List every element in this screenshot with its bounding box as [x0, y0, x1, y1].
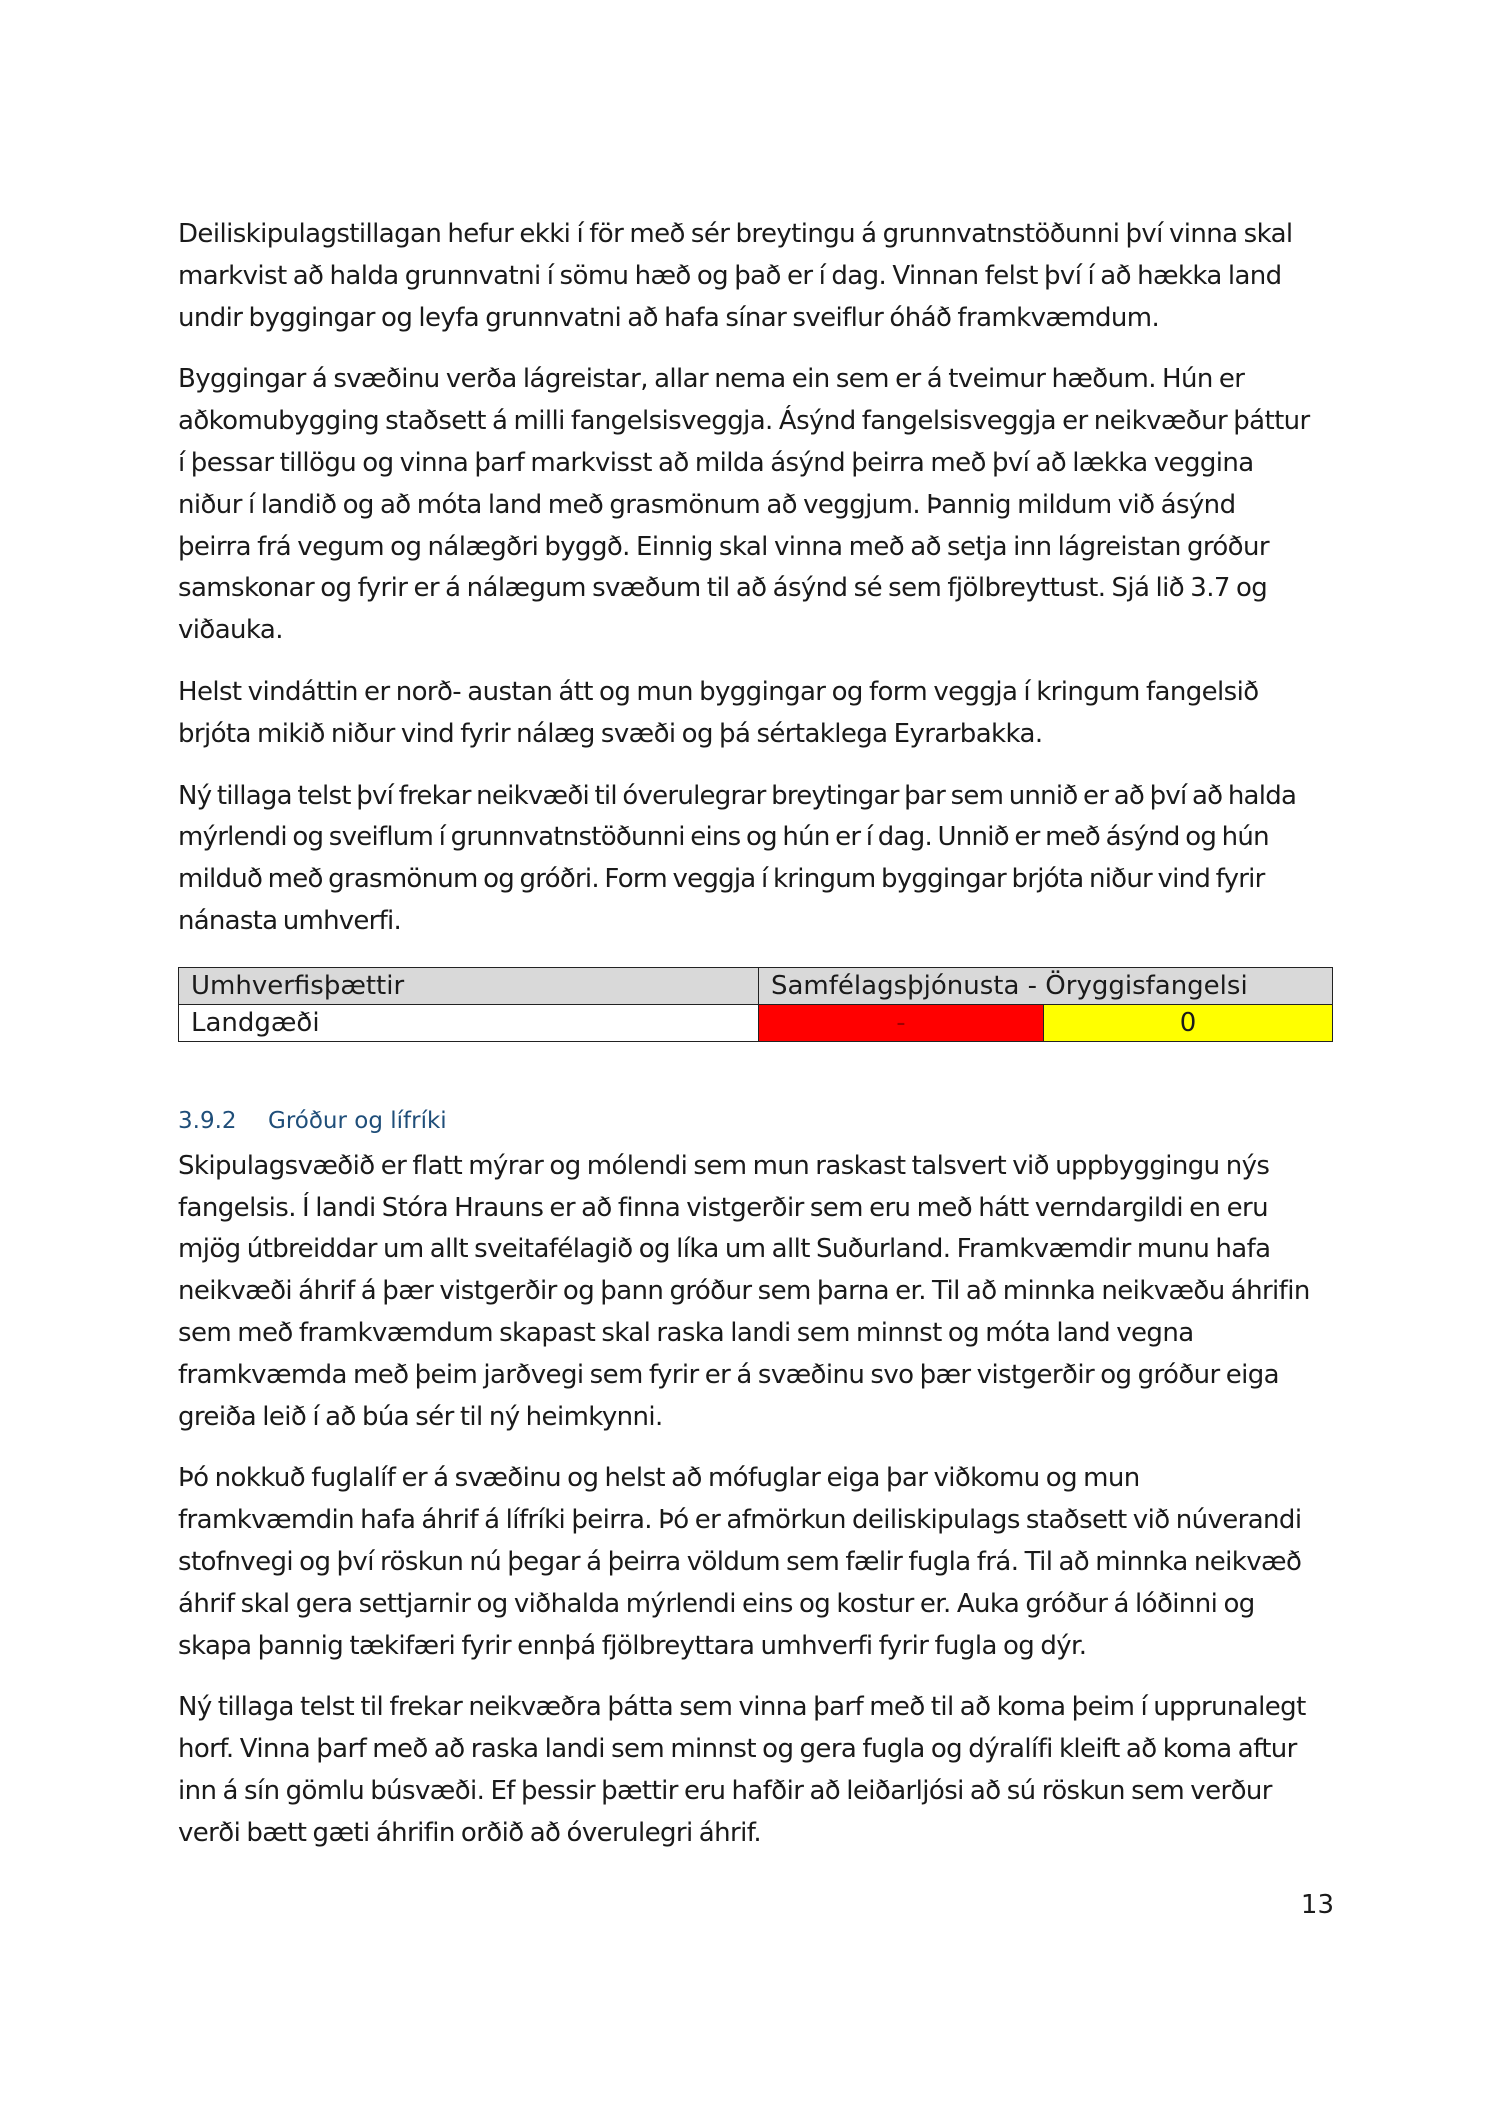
text-line: markvist að halda grunnvatni í sömu hæð og það er í dag. Vinnan felst því í að hækka land	[178, 260, 1282, 291]
impact-cell-neutral: 0	[1044, 1004, 1333, 1041]
paragraph-wind	[178, 672, 1328, 756]
section-number: 3.9.2	[178, 1107, 237, 1134]
text-line: Byggingar á svæðinu verða lágreistar, allar nema ein sem er á tveimur hæðum. Hún er	[178, 364, 1245, 395]
table-header-row	[179, 967, 1333, 1004]
text-line: mjög útbreiddar um allt sveitafélagið og líka um allt Suðurland. Framkvæmdir munu hafa	[178, 1234, 1271, 1265]
text-line: skapa þannig tækifæri fyrir ennþá fjölbreyttara umhverfi fyrir fugla og dýr.	[178, 1630, 1087, 1661]
text-line: undir byggingar og leyfa grunnvatni að hafa sínar sveiflur óháð framkvæmdum.	[178, 302, 1160, 333]
text-line: nánasta umhverfi.	[178, 905, 402, 936]
text-line: viðauka.	[178, 615, 283, 646]
paragraph-buildings	[178, 359, 1328, 652]
text-line: horf. Vinna þarf með að raska landi sem minnst og gera fugla og dýralífi kleift að koma aftur	[178, 1734, 1297, 1765]
paragraph-conclusion	[178, 1687, 1328, 1854]
text-line: neikvæði áhrif á þær vistgerðir og þann gróður sem þarna er. Til að minnka neikvæðu áhrifin	[178, 1276, 1310, 1307]
text-line: þeirra frá vegum og nálægðri byggð. Einnig skal vinna með að setja inn lágreistan gróður	[178, 531, 1269, 562]
table-header-cell: Umhverfisþættir	[179, 967, 759, 1004]
text-line: í þessar tillögu og vinna þarf markvisst að milda ásýnd þeirra með því að lækka veggina	[178, 447, 1254, 478]
impact-cell-negative: -	[759, 1004, 1044, 1041]
text-line: Ný tillaga telst til frekar neikvæðra þátta sem vinna þarf með til að koma þeim í upprunalegt	[178, 1692, 1306, 1723]
paragraph-assessment	[178, 776, 1328, 943]
text-line: áhrif skal gera settjarnir og viðhalda mýrlendi eins og kostur er. Auka gróður á lóðinni og	[178, 1588, 1255, 1619]
page-number: 13	[1300, 1890, 1334, 1920]
table-cell-label: Landgæði	[179, 1004, 759, 1041]
text-line: framkvæmda með þeim jarðvegi sem fyrir er á svæðinu svo þær vistgerðir og gróður eiga	[178, 1359, 1280, 1390]
text-line: Ný tillaga telst því frekar neikvæði til óverulegrar breytingar þar sem unnið er að því að halda	[178, 780, 1297, 811]
text-line: framkvæmdin hafa áhrif á lífríki þeirra. Þó er afmörkun deiliskipulags staðsett við núverandi	[178, 1505, 1302, 1536]
text-line: aðkomubygging staðsett á milli fangelsisveggja. Ásýnd fangelsisveggja er neikvæður þáttur	[178, 406, 1310, 437]
environment-impact-table	[178, 967, 1333, 1042]
text-line: Skipulagsvæðið er flatt mýrar og mólendi sem mun raskast talsvert við uppbyggingu nýs	[178, 1150, 1270, 1181]
text-line: Þó nokkuð fuglalíf er á svæðinu og helst að mófuglar eiga þar viðkomu og mun	[178, 1463, 1140, 1494]
text-line: verði bætt gæti áhrifin orðið að óverulegri áhrif.	[178, 1817, 762, 1848]
document-body	[178, 214, 1328, 1875]
table-row	[179, 1004, 1333, 1041]
text-line: sem með framkvæmdum skapast skal raska landi sem minnst og móta land vegna	[178, 1317, 1194, 1348]
text-line: Helst vindáttin er norð- austan átt og mun byggingar og form veggja í kringum fangelsið	[178, 676, 1259, 707]
section-title: Gróður og lífríki	[268, 1107, 447, 1134]
text-line: inn á sín gömlu búsvæði. Ef þessir þættir eru hafðir að leiðarljósi að sú röskun sem verður	[178, 1775, 1272, 1806]
text-line: Deiliskipulagstillagan hefur ekki í för með sér breytingu á grunnvatnstöðunni því vinna skal	[178, 219, 1293, 249]
paragraph-groundwater	[178, 214, 1328, 339]
text-line: milduð með grasmönum og gróðri. Form veggja í kringum byggingar brjóta niður vind fyrir	[178, 864, 1265, 895]
paragraph-birdlife	[178, 1458, 1328, 1667]
table-header-cell: Samfélagsþjónusta - Öryggisfangelsi	[759, 967, 1333, 1004]
text-line: samskonar og fyrir er á nálægum svæðum til að ásýnd sé sem fjölbreyttust. Sjá lið 3.7 og	[178, 573, 1268, 604]
section-heading	[178, 1104, 1328, 1138]
text-line: fangelsis. Í landi Stóra Hrauns er að finna vistgerðir sem eru með hátt verndargildi en eru	[178, 1192, 1268, 1223]
paragraph-vegetation	[178, 1146, 1328, 1439]
text-line: brjóta mikið niður vind fyrir nálæg svæði og þá sértaklega Eyrarbakka.	[178, 718, 1043, 749]
text-line: greiða leið í að búa sér til ný heimkynni.	[178, 1401, 663, 1432]
text-line: niður í landið og að móta land með grasmönum að veggjum. Þannig mildum við ásýnd	[178, 489, 1236, 520]
text-line: mýrlendi og sveiflum í grunnvatnstöðunni eins og hún er í dag. Unnið er með ásýnd og hún	[178, 822, 1269, 853]
text-line: stofnvegi og því röskun nú þegar á þeirra völdum sem fælir fugla frá. Til að minnka neikvæð	[178, 1546, 1302, 1577]
